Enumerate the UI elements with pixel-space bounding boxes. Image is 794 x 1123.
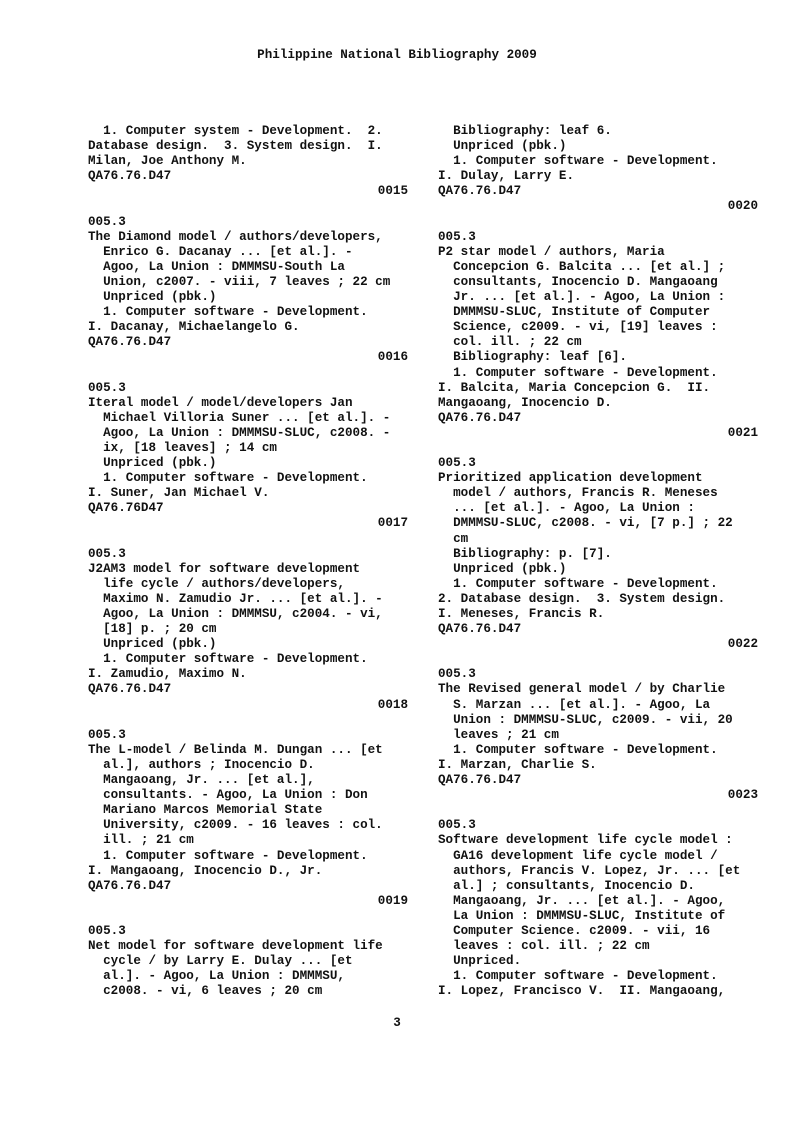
entry-line: Agoo, La Union : DMMMSU-South La: [88, 259, 345, 274]
entry-line: Mangaoang, Inocencio D.: [438, 395, 612, 410]
entry-line: Union : DMMMSU-SLUC, c2009. - vii, 20: [438, 712, 733, 727]
entry-line: 005.3: [88, 546, 126, 561]
entry-number: 0020: [727, 199, 758, 214]
entry-line: Unpriced (pbk.): [88, 456, 217, 471]
entry-line: Mariano Marcos Memorial State: [88, 803, 323, 818]
left-column: [88, 124, 408, 999]
entry-line: Mangaoang, Jr. ... [et al.],: [88, 773, 315, 788]
entry-line: Maximo N. Zamudio Jr. ... [et al.]. -: [88, 591, 383, 606]
entry-line: authors, Francis V. Lopez, Jr. ... [et: [438, 863, 741, 878]
entry-line: 005.3: [438, 229, 476, 244]
entry-spacer: [438, 652, 758, 667]
entry-line: Science, c2009. - vi, [19] leaves :: [438, 320, 718, 335]
entry-line: al.] ; consultants, Inocencio D.: [438, 878, 695, 893]
entry-number: 0019: [377, 893, 408, 908]
entry-line: Unpriced (pbk.): [438, 561, 567, 576]
entry-line: Unpriced (pbk.): [88, 290, 217, 305]
entry-line: Union, c2007. - viii, 7 leaves ; 22 cm: [88, 274, 391, 289]
entry-line: 1. Computer software - Development.: [88, 471, 368, 486]
entry-line: I. Suner, Jan Michael V.: [88, 486, 270, 501]
entry-line: J2AM3 model for software development: [88, 561, 361, 576]
entry-spacer: [88, 366, 408, 381]
entry-line: consultants, Inocencio D. Mangaoang: [438, 274, 718, 289]
bibliographic-entry: [88, 547, 408, 728]
entry-line: Database design. 3. System design. I.: [88, 139, 383, 154]
entry-line: 005.3: [438, 818, 476, 833]
entry-number: 0017: [377, 516, 408, 531]
entry-line: Michael Villoria Suner ... [et al.]. -: [88, 410, 391, 425]
entry-line: QA76.76D47: [88, 501, 164, 516]
entry-line: col. ill. ; 22 cm: [438, 335, 582, 350]
entry-spacer: [438, 441, 758, 456]
entry-line: 1. Computer software - Development.: [438, 154, 718, 169]
entry-line: I. Dulay, Larry E.: [438, 169, 575, 184]
entry-line: 2. Database design. 3. System design.: [438, 591, 726, 606]
entry-line: I. Dacanay, Michaelangelo G.: [88, 320, 300, 335]
entry-line: Jr. ... [et al.]. - Agoo, La Union :: [438, 290, 726, 305]
entry-number: 0021: [727, 425, 758, 440]
bibliographic-entry: [438, 230, 758, 456]
entry-line: I. Lopez, Francisco V. II. Mangaoang,: [438, 984, 726, 999]
entry-line: ix, [18 leaves] ; 14 cm: [88, 440, 277, 455]
entry-line: QA76.76.D47: [438, 184, 522, 199]
bibliographic-entry: [438, 818, 758, 999]
page-number: 3: [393, 1016, 401, 1030]
entry-line: leaves : col. ill. ; 22 cm: [438, 939, 650, 954]
entry-line: QA76.76.D47: [88, 878, 172, 893]
entry-number: 0016: [377, 350, 408, 365]
bibliographic-entry: [88, 728, 408, 924]
entry-line: Iteral model / model/developers Jan: [88, 395, 353, 410]
entry-number: 0015: [377, 184, 408, 199]
entry-spacer: [88, 909, 408, 924]
entry-line: I. Meneses, Francis R.: [438, 607, 605, 621]
entry-number: 0023: [727, 788, 758, 803]
bibliographic-entry: [88, 924, 408, 999]
entry-line: I. Marzan, Charlie S.: [438, 757, 597, 772]
entry-line: Agoo, La Union : DMMMSU, c2004. - vi,: [88, 607, 383, 621]
entry-spacer: [88, 532, 408, 547]
entry-line: 005.3: [88, 923, 126, 938]
entry-line: S. Marzan ... [et al.]. - Agoo, La: [438, 697, 711, 712]
entry-line: life cycle / authors/developers,: [88, 576, 345, 591]
page-header: Philippine National Bibliography 2009: [257, 48, 537, 62]
entry-line: [18] p. ; 20 cm: [88, 622, 217, 637]
entry-line: leaves ; 21 cm: [438, 727, 559, 742]
entry-line: Computer Science. c2009. - vii, 16: [438, 923, 711, 938]
entry-line: QA76.76.D47: [438, 622, 522, 637]
entry-line: University, c2009. - 16 leaves : col.: [88, 818, 383, 833]
entry-line: QA76.76.D47: [438, 410, 522, 425]
entry-line: The Revised general model / by Charlie: [438, 682, 726, 697]
right-column: [438, 124, 758, 999]
entry-line: 005.3: [88, 380, 126, 395]
entry-line: QA76.76.D47: [88, 169, 172, 184]
entry-line: 1. Computer software - Development.: [88, 652, 368, 667]
bibliographic-entry: [438, 124, 758, 230]
entry-line: 1. Computer software - Development.: [438, 969, 718, 984]
entry-line: I. Zamudio, Maximo N.: [88, 667, 247, 682]
entry-spacer: [88, 713, 408, 728]
entry-line: Net model for software development life: [88, 939, 383, 954]
entry-line: al.]. - Agoo, La Union : DMMMSU,: [88, 969, 345, 984]
entry-line: al.], authors ; Inocencio D.: [88, 757, 315, 772]
entry-line: Unpriced (pbk.): [88, 637, 217, 652]
entry-line: The Diamond model / authors/developers,: [88, 229, 383, 244]
entry-line: Milan, Joe Anthony M.: [88, 154, 247, 169]
entry-line: Agoo, La Union : DMMMSU-SLUC, c2008. -: [88, 425, 391, 440]
entry-spacer: [88, 199, 408, 214]
entry-line: 1. Computer system - Development. 2.: [88, 124, 383, 138]
bibliographic-entry: [88, 124, 408, 215]
entry-line: 1. Computer software - Development.: [438, 365, 718, 380]
entry-line: consultants. - Agoo, La Union : Don: [88, 788, 368, 803]
entry-line: 1. Computer software - Development.: [438, 576, 718, 591]
entry-line: Bibliography: p. [7].: [438, 546, 612, 561]
bibliographic-entry: [438, 667, 758, 818]
entry-line: Concepcion G. Balcita ... [et al.] ;: [438, 259, 726, 274]
entry-line: Unpriced.: [438, 954, 522, 969]
entry-line: QA76.76.D47: [88, 335, 172, 350]
entry-line: DMMMSU-SLUC, Institute of Computer: [438, 305, 711, 320]
entry-line: The L-model / Belinda M. Dungan ... [et: [88, 742, 383, 757]
entry-line: c2008. - vi, 6 leaves ; 20 cm: [88, 984, 323, 999]
entry-line: Enrico G. Dacanay ... [et al.]. -: [88, 244, 353, 259]
entry-line: QA76.76.D47: [438, 773, 522, 788]
entry-line: I. Balcita, Maria Concepcion G. II.: [438, 380, 711, 395]
entry-number: 0022: [727, 637, 758, 652]
entry-line: Software development life cycle model :: [438, 833, 733, 848]
entry-line: I. Mangaoang, Inocencio D., Jr.: [88, 863, 323, 878]
entry-line: La Union : DMMMSU-SLUC, Institute of: [438, 908, 726, 923]
entry-line: 1. Computer software - Development.: [438, 742, 718, 757]
entry-line: GA16 development life cycle model /: [438, 848, 718, 863]
entry-line: Bibliography: leaf [6].: [438, 350, 627, 365]
entry-line: Prioritized application development: [438, 471, 703, 486]
entry-number: 0018: [377, 697, 408, 712]
bibliographic-entry: [438, 456, 758, 667]
entry-spacer: [438, 803, 758, 818]
bibliographic-entry: [88, 215, 408, 381]
bibliographic-entry: [88, 381, 408, 547]
entry-line: Mangaoang, Jr. ... [et al.]. - Agoo,: [438, 893, 726, 908]
entry-line: ... [et al.]. - Agoo, La Union :: [438, 501, 695, 516]
entry-line: Bibliography: leaf 6.: [438, 124, 612, 138]
entry-line: Unpriced (pbk.): [438, 139, 567, 154]
entry-line: 005.3: [88, 727, 126, 742]
entry-line: 005.3: [438, 667, 476, 682]
entry-line: P2 star model / authors, Maria: [438, 244, 665, 259]
entry-line: model / authors, Francis R. Meneses: [438, 486, 718, 501]
entry-line: 005.3: [438, 456, 476, 471]
entry-line: cycle / by Larry E. Dulay ... [et: [88, 954, 353, 969]
entry-line: DMMMSU-SLUC, c2008. - vi, [7 p.] ; 22: [438, 516, 733, 531]
entry-line: ill. ; 21 cm: [88, 833, 194, 848]
entry-line: QA76.76.D47: [88, 682, 172, 697]
entry-line: 1. Computer software - Development.: [88, 848, 368, 863]
entry-line: cm: [438, 531, 469, 546]
entry-line: 005.3: [88, 214, 126, 229]
entry-line: 1. Computer software - Development.: [88, 305, 368, 320]
entry-spacer: [438, 215, 758, 230]
